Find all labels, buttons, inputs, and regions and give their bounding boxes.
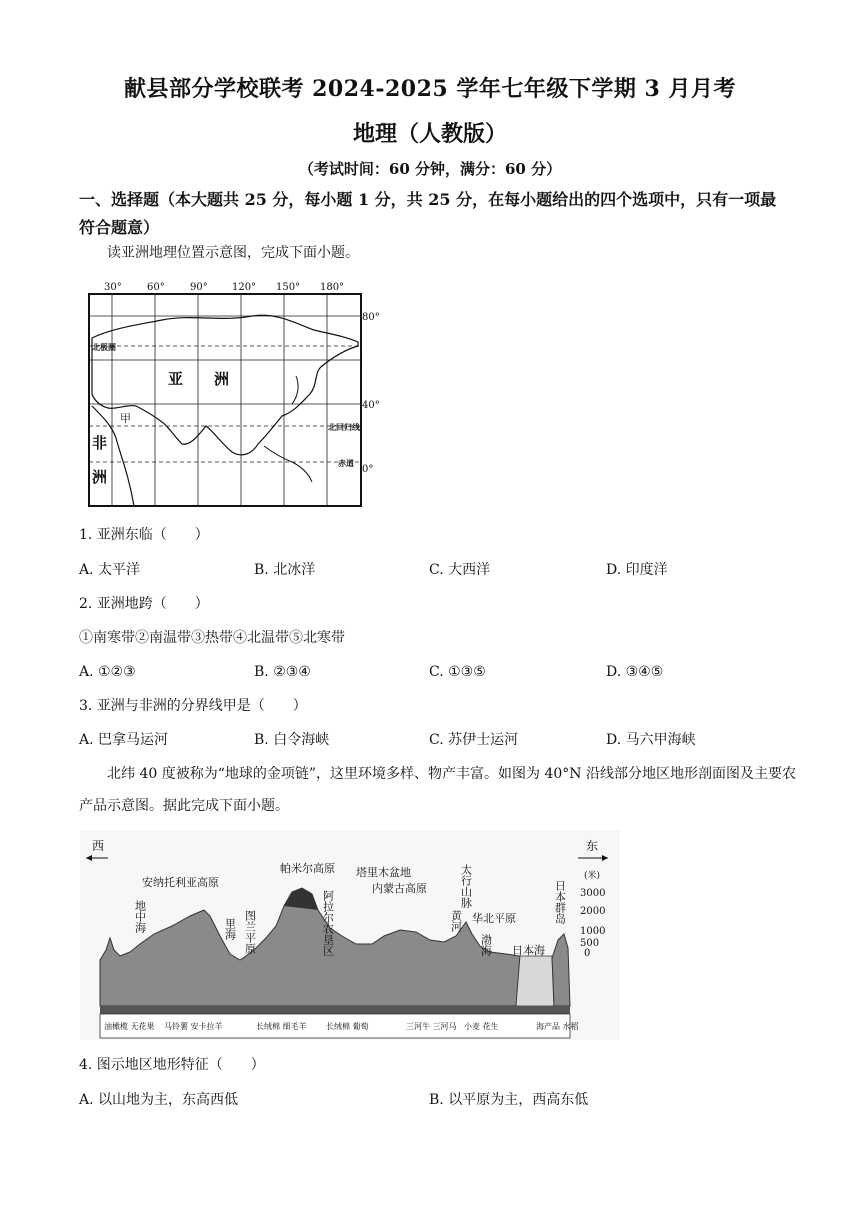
product-box: 长绒棉 葡萄 <box>326 1022 369 1031</box>
q3-option-a[interactable]: A. 巴拿马运河 <box>79 732 169 748</box>
lon-label: 120° <box>232 282 257 293</box>
elevation-unit: (米) <box>584 871 601 881</box>
section-heading: 一、选择题（本大题共 25 分，每小题 1 分，共 25 分，在每小题给出的四个选项中，只有一项最符合题意） <box>79 190 777 237</box>
lat-label: 0° <box>362 464 374 475</box>
place-mediterranean: 地中海 <box>133 900 147 933</box>
exam-info: （考试时间：60 分钟，满分：60 分） <box>298 160 562 178</box>
exam-subtitle: 地理（人教版） <box>352 121 507 147</box>
q2-option-c[interactable]: C. ①③⑤ <box>429 664 486 680</box>
lon-label: 90° <box>190 282 208 293</box>
place-alar: 阿拉尔农垦区 <box>321 890 335 956</box>
q1-option-a[interactable]: A. 太平洋 <box>79 562 141 578</box>
q3-option-b[interactable]: B. 白令海峡 <box>254 732 330 748</box>
asia-location-map <box>82 276 382 514</box>
place-pamir: 帕米尔高原 <box>280 862 335 875</box>
lat-label: 40° <box>362 400 380 411</box>
map-label-asia: 洲 <box>214 370 230 388</box>
product-box: 长绒棉 细毛羊 <box>256 1022 307 1031</box>
question-2-sub: ①南寒带②南温带③热带④北温带⑤北寒带 <box>79 630 345 646</box>
map-label-asia: 亚 <box>168 370 184 388</box>
lon-label: 60° <box>147 282 165 293</box>
product-box: 三河牛 三河马 <box>406 1022 457 1031</box>
elevation-tick: 500 <box>580 938 600 949</box>
product-box: 海产品 水稻 <box>536 1022 579 1031</box>
elevation-tick: 1000 <box>580 926 606 937</box>
question-1-stem: 1. 亚洲东临（ ） <box>79 527 209 543</box>
terrain-profile-figure <box>80 830 620 1040</box>
q1-option-d[interactable]: D. 印度洋 <box>606 562 668 578</box>
map-label-africa: 非 <box>92 434 108 452</box>
intro-text-2: 北纬 40 度被称为“地球的金项链”，这里环境多样、物产丰富。如图为 40°N 沿线部分地区地形剖面图及主要农产品示意图。据此完成下面小题。 <box>79 766 796 814</box>
q2-option-d[interactable]: D. ③④⑤ <box>606 664 664 680</box>
place-turan: 图兰平原 <box>243 910 257 954</box>
place-japan: 日本群岛 <box>553 880 567 924</box>
question-3-stem: 3. 亚洲与非洲的分界线甲是（ ） <box>79 698 307 714</box>
q1-option-b[interactable]: B. 北冰洋 <box>254 562 316 578</box>
lon-label: 30° <box>104 282 122 293</box>
place-north-china: 华北平原 <box>472 912 516 925</box>
q3-option-d[interactable]: D. 马六甲海峡 <box>606 732 696 748</box>
place-anatolia: 安纳托利亚高原 <box>142 876 219 889</box>
place-inner-mongolia: 内蒙古高原 <box>372 882 427 895</box>
place-yellow-river: 黄河 <box>449 910 463 932</box>
intro-text-1: 读亚洲地理位置示意图，完成下面小题。 <box>107 245 359 261</box>
map-label-africa: 洲 <box>92 468 108 486</box>
q4-option-a[interactable]: A. 以山地为主，东高西低 <box>79 1092 239 1108</box>
place-taihang: 太行山脉 <box>459 864 473 908</box>
product-box: 小麦 花生 <box>464 1022 499 1031</box>
product-box: 马铃薯 安卡拉羊 <box>164 1022 223 1031</box>
elevation-tick: 0 <box>584 948 591 959</box>
q2-option-b[interactable]: B. ②③④ <box>254 664 311 680</box>
map-label-equator: 赤道 <box>338 458 354 468</box>
west-label: 西 <box>92 839 105 853</box>
lon-label: 180° <box>320 282 345 293</box>
elevation-tick: 2000 <box>580 906 606 917</box>
place-tarim: 塔里木盆地 <box>356 866 411 879</box>
q3-option-c[interactable]: C. 苏伊士运河 <box>429 732 519 748</box>
place-sea-of-japan: 日本海 <box>512 944 545 957</box>
q2-option-a[interactable]: A. ①②③ <box>79 664 136 680</box>
east-label: 东 <box>586 839 599 853</box>
q1-option-c[interactable]: C. 大西洋 <box>429 562 491 578</box>
lon-label: 150° <box>276 282 301 293</box>
product-box: 油橄榄 无花果 <box>104 1022 155 1031</box>
map-label-tropic: 北回归线 <box>328 422 360 432</box>
lat-label: 80° <box>362 312 380 323</box>
question-2-stem: 2. 亚洲地跨（ ） <box>79 596 209 612</box>
map-label-jia: 甲 <box>120 412 131 425</box>
question-4-stem: 4. 图示地区地形特征（ ） <box>79 1057 265 1073</box>
exam-title: 献县部分学校联考 2024-2025 学年七年级下学期 3 月月考 <box>123 76 737 102</box>
place-bohai: 渤海 <box>479 934 493 956</box>
map-label-arctic-circle: 北极圈 <box>92 342 116 352</box>
place-caspian: 里海 <box>223 918 237 940</box>
elevation-tick: 3000 <box>580 888 606 899</box>
q4-option-b[interactable]: B. 以平原为主，西高东低 <box>429 1092 589 1108</box>
